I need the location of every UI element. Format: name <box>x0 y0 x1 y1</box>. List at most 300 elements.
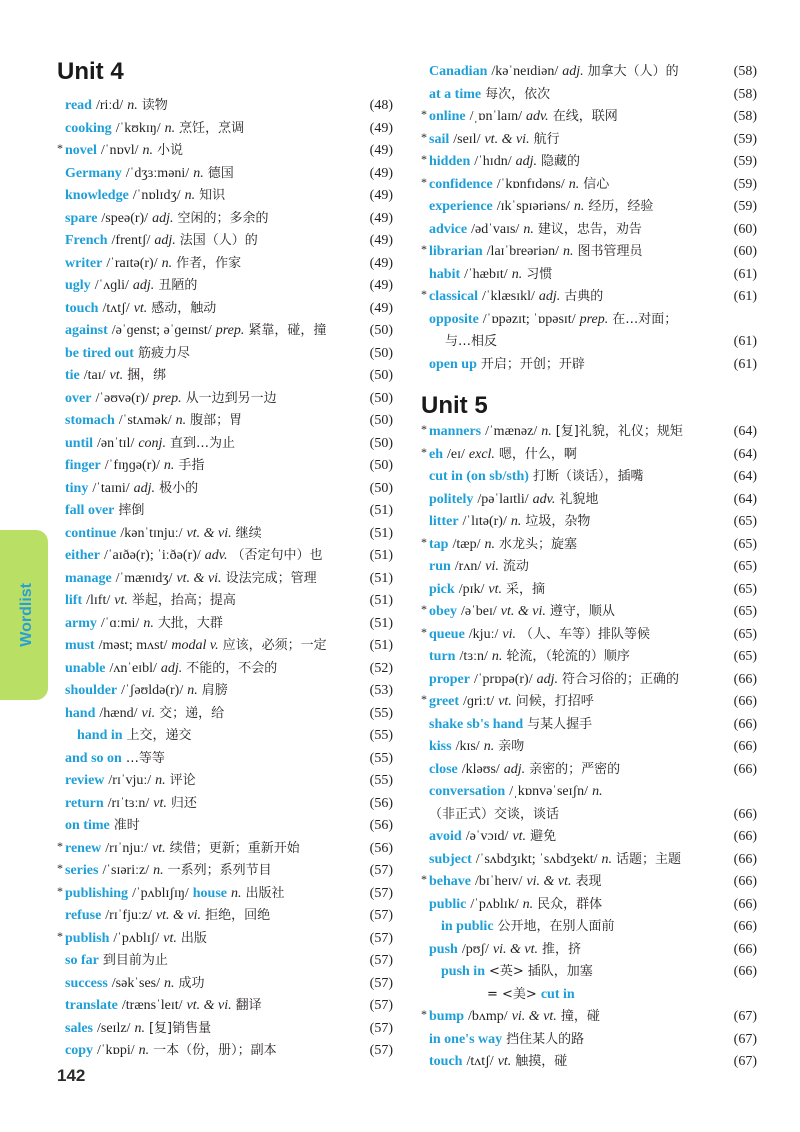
page-reference: (48) <box>369 98 393 113</box>
page-reference: (49) <box>369 165 393 181</box>
meaning: 到目前为止 <box>102 953 168 968</box>
new-word-marker: * <box>421 624 427 639</box>
entry-text <box>65 860 272 883</box>
page-reference: (57) <box>369 953 393 968</box>
entry-text <box>429 1029 584 1052</box>
page-reference: (65) <box>733 604 757 619</box>
headword: cooking <box>65 120 112 136</box>
phonetic: /tɜːn/ <box>459 649 488 664</box>
phonetic: /rʌn/ <box>454 559 482 574</box>
unit-4-word-list-continued <box>421 61 757 376</box>
headword: translate <box>65 998 118 1013</box>
part-of-speech: adj. <box>515 154 537 169</box>
word-entry <box>421 61 757 84</box>
page-reference: (57) <box>369 908 393 923</box>
entry-text <box>65 1040 277 1063</box>
word-entry <box>57 973 393 996</box>
entry-text <box>65 680 228 703</box>
page-reference: (59) <box>733 199 757 214</box>
meaning: 避免 <box>530 829 557 844</box>
page-reference: (55) <box>369 773 393 788</box>
page-reference: (51) <box>369 593 393 608</box>
phonetic: /ˈkɒnfɪdəns/ <box>496 176 565 192</box>
headword: touch <box>429 1054 463 1069</box>
entry-text <box>429 174 609 197</box>
word-entry <box>421 444 757 467</box>
phonetic: /rɪˈfjuːz/ <box>105 908 152 923</box>
page-reference: (49) <box>369 143 393 158</box>
part-of-speech: prep. <box>579 311 609 327</box>
phonetic: /laɪˈbreəriən/ <box>486 244 559 259</box>
word-entry <box>57 815 393 838</box>
page-reference: (57) <box>369 1020 393 1036</box>
headword: pick <box>429 581 455 597</box>
headword: against <box>65 323 108 338</box>
page-reference: (65) <box>733 536 757 552</box>
part-of-speech: vt. <box>152 840 166 856</box>
meaning: 民众，群体 <box>537 896 603 912</box>
word-entry <box>421 1006 757 1029</box>
page-reference: (65) <box>733 626 757 642</box>
phonetic: /eɪ/ <box>447 446 465 462</box>
word-entry <box>57 253 393 276</box>
entry-text <box>429 736 524 759</box>
headword: success <box>65 975 108 991</box>
part-of-speech: vt. & vi. <box>484 131 530 147</box>
entry-text <box>429 1051 567 1074</box>
meaning: 触摸，碰 <box>515 1054 568 1069</box>
phonetic: /ˈdʒɜːməni/ <box>125 165 190 181</box>
phonetic: /ˈfɪŋɡə(r)/ <box>104 458 160 473</box>
meaning: 准时 <box>113 818 140 833</box>
entry-text <box>429 354 585 377</box>
phonetic: /əˈbeɪ/ <box>461 604 497 619</box>
word-entry <box>57 590 393 613</box>
word-entry <box>421 916 757 939</box>
new-word-marker: * <box>421 444 427 459</box>
page-reference: (53) <box>369 683 393 698</box>
page-reference: (55) <box>369 728 393 743</box>
entry-text <box>429 849 681 872</box>
meaning: 水龙头；旋塞 <box>498 536 577 552</box>
headword: proper <box>429 671 470 687</box>
meaning: 翻译 <box>235 998 262 1013</box>
part-of-speech: n. <box>143 615 154 631</box>
page-reference: (51) <box>369 525 393 541</box>
headword: eh <box>429 446 443 462</box>
page-reference: (50) <box>369 345 393 361</box>
part-of-speech: n. <box>187 683 198 698</box>
page-reference: (49) <box>369 255 393 271</box>
meaning: 举起，抬高；提高 <box>131 593 236 608</box>
part-of-speech: n. <box>155 773 166 788</box>
meaning: 插队，加塞 <box>527 964 593 979</box>
headword: turn <box>429 649 456 664</box>
phonetic: /ˈpʌblɪʃ/ <box>113 930 160 946</box>
page-reference: (65) <box>733 559 757 574</box>
page-reference: (51) <box>369 548 393 563</box>
headword: behave <box>429 874 471 889</box>
entry-text <box>65 545 322 568</box>
entry-text <box>429 106 618 129</box>
phonetic: /tʌtʃ/ <box>102 300 130 316</box>
word-entry <box>57 343 393 366</box>
phonetic: /ˈnɒlɪdʒ/ <box>132 188 181 203</box>
part-of-speech: n. <box>541 424 552 439</box>
headword: renew <box>65 840 102 856</box>
word-entry <box>421 826 757 849</box>
headword: classical <box>429 289 478 304</box>
word-entry <box>57 1040 393 1063</box>
entry-text <box>65 613 223 636</box>
meaning: 肩膀 <box>201 683 228 698</box>
unit-5-word-list <box>421 421 757 1074</box>
entry-text <box>65 208 268 231</box>
phonetic: /seɪl/ <box>453 131 481 147</box>
headword: series <box>65 863 99 878</box>
entry-text <box>429 84 550 107</box>
meaning: 古典的 <box>564 289 604 304</box>
page-reference: (66) <box>733 874 757 889</box>
new-word-marker: * <box>421 242 427 256</box>
word-entry <box>421 151 757 174</box>
entry-text <box>429 1006 600 1029</box>
meaning: 续借；更新；重新开始 <box>169 840 300 856</box>
meaning: 遵守，顺从 <box>549 604 615 619</box>
headword: litter <box>429 514 459 529</box>
page-reference: (57) <box>369 998 393 1013</box>
phonetic: /pəˈlaɪtli/ <box>477 491 529 507</box>
part-of-speech: n. <box>484 536 495 552</box>
page-reference: (57) <box>369 930 393 946</box>
part-of-speech: n. <box>127 98 138 113</box>
phonetic: /səkˈses/ <box>111 975 160 991</box>
part-of-speech: vt. <box>114 593 128 608</box>
entry-text <box>429 466 643 489</box>
headword: touch <box>65 300 99 316</box>
entry-text <box>429 939 581 962</box>
entry-text <box>65 928 207 951</box>
page-reference: (60) <box>733 221 757 237</box>
word-entry <box>421 871 757 894</box>
headword: army <box>65 615 97 631</box>
phonetic: /ɪkˈspɪəriəns/ <box>496 199 570 214</box>
part-of-speech: n. <box>138 1043 150 1058</box>
page-reference: (61) <box>733 266 757 282</box>
meaning: 成功 <box>178 975 205 991</box>
entry-text <box>65 275 197 298</box>
headword: either <box>65 548 100 563</box>
word-entry <box>57 478 393 501</box>
meaning: 大批，大群 <box>157 615 223 631</box>
new-word-marker: * <box>421 129 427 144</box>
page-reference: (65) <box>733 581 757 597</box>
entry-text <box>429 264 552 287</box>
entry-text <box>65 703 224 726</box>
word-entry <box>421 939 757 962</box>
part-of-speech: n. <box>573 199 585 214</box>
entry-text <box>65 590 236 613</box>
entry-text <box>65 95 168 118</box>
page-reference: (64) <box>733 446 757 462</box>
part-of-speech: vt. <box>498 694 512 709</box>
phonetic: /bʌmp/ <box>468 1009 508 1024</box>
part-of-speech: n. <box>483 739 495 754</box>
meaning: …等等 <box>125 750 165 766</box>
word-entry <box>57 613 393 636</box>
part-of-speech: adv. <box>526 109 549 124</box>
meaning: 空闲的；多余的 <box>177 210 269 226</box>
part-of-speech: n. <box>592 784 603 799</box>
word-entry <box>57 838 393 861</box>
page-reference: (66) <box>733 739 757 754</box>
phonetic: /ˈnɒvl/ <box>100 143 139 158</box>
word-entry <box>421 804 757 827</box>
phonetic: /riːd/ <box>95 98 124 113</box>
headword: run <box>429 559 451 574</box>
entry-text <box>429 444 577 467</box>
meaning: 继续 <box>235 525 262 541</box>
headword: ugly <box>65 278 91 293</box>
page-reference: (49) <box>369 188 393 203</box>
phonetic: /ˈstʌmək/ <box>118 413 172 428</box>
headword: opposite <box>429 311 479 327</box>
meaning: 亲吻 <box>498 739 525 754</box>
phonetic: /ˈəʊvə(r)/ <box>95 390 149 406</box>
word-entry <box>57 118 393 141</box>
part-of-speech: n. <box>511 266 523 282</box>
word-entry <box>421 286 757 309</box>
meaning: 表现 <box>575 874 602 889</box>
page-reference: (64) <box>733 469 757 484</box>
word-entry <box>421 691 757 714</box>
page-reference: (66) <box>733 829 757 844</box>
headword: open up <box>429 356 477 372</box>
unit-4-heading: Unit 4 <box>57 58 124 85</box>
phonetic: /ˈraɪtə(r)/ <box>106 255 158 271</box>
phonetic: /taɪ/ <box>83 368 106 383</box>
entry-text <box>429 511 590 534</box>
headword: obey <box>429 604 457 619</box>
entry-text <box>429 309 677 332</box>
headword: greet <box>429 694 460 709</box>
headword: subject <box>429 851 472 867</box>
phonetic: /hænd/ <box>99 705 138 721</box>
page-reference: (58) <box>733 64 757 79</box>
word-entry <box>421 601 757 624</box>
meaning: 符合习俗的；正确的 <box>561 671 679 687</box>
headword: experience <box>429 199 493 214</box>
headword: French <box>65 233 108 248</box>
headword: tiny <box>65 480 89 496</box>
page-reference: (66) <box>733 761 757 777</box>
page-reference: (56) <box>369 818 393 833</box>
page-reference: (64) <box>733 491 757 507</box>
headword: hand <box>65 705 96 721</box>
page-reference: (66) <box>733 716 757 732</box>
entry-text <box>65 230 258 253</box>
page-reference: (59) <box>733 154 757 169</box>
part-of-speech: vt. & vi. <box>186 998 232 1013</box>
page-reference: (66) <box>733 694 757 709</box>
meaning: 知识 <box>199 188 226 203</box>
entry-text <box>65 815 140 838</box>
new-word-marker: * <box>421 602 427 616</box>
phonetic: /kləʊs/ <box>461 761 500 777</box>
word-entry <box>421 736 757 759</box>
word-entry <box>421 309 757 332</box>
headword: unable <box>65 660 106 676</box>
meaning: 出版社 <box>245 885 285 901</box>
entry-text <box>65 343 190 366</box>
word-entry <box>57 860 393 883</box>
word-entry <box>421 759 757 782</box>
meaning: 习惯 <box>526 266 553 282</box>
headword: finger <box>65 458 101 473</box>
part-of-speech: vt. & vi. <box>176 570 222 586</box>
part-of-speech: vi. & vt. <box>511 1009 557 1024</box>
word-entry <box>57 635 393 658</box>
entry-text <box>65 635 327 658</box>
page-reference: (61) <box>733 356 757 372</box>
meaning: 开启；开创；开辟 <box>480 356 585 372</box>
word-entry <box>421 511 757 534</box>
entry-text <box>65 950 168 973</box>
phonetic: /ˈklæsɪkl/ <box>482 289 535 304</box>
meaning: 采，摘 <box>505 581 545 597</box>
unit-5-heading: Unit 5 <box>421 392 488 419</box>
word-entry <box>421 556 757 579</box>
word-entry <box>57 928 393 951</box>
variant-label: = <美> <box>487 986 537 1002</box>
entry-text <box>429 646 630 669</box>
word-entry <box>57 905 393 928</box>
page-reference: (49) <box>369 233 393 248</box>
usage-tag: <英> <box>488 964 524 979</box>
meaning: 在…对面； <box>612 311 678 327</box>
meaning: 直到…为止 <box>169 435 235 451</box>
part-of-speech: prep. <box>152 390 182 406</box>
part-of-speech: vi. & vt. <box>492 941 539 957</box>
page-reference: (50) <box>369 435 393 451</box>
page-reference: (56) <box>369 795 393 811</box>
headword: publishing <box>65 885 129 901</box>
word-entry <box>421 241 757 264</box>
meaning: 与…相反 <box>445 334 498 349</box>
page-reference: (51) <box>369 638 393 653</box>
phonetic: /rɪˈtɜːn/ <box>107 795 150 811</box>
part-of-speech: vi. <box>485 559 499 574</box>
page-reference: (65) <box>733 649 757 664</box>
page-reference: (67) <box>733 1031 757 1047</box>
entry-text <box>65 973 205 996</box>
new-word-marker: * <box>421 174 427 189</box>
word-entry <box>57 298 393 321</box>
entry-text <box>65 568 317 591</box>
part-of-speech: vt. <box>163 930 177 946</box>
word-entry <box>421 849 757 872</box>
meaning: [复]销售量 <box>148 1020 212 1036</box>
entry-text <box>429 489 598 512</box>
headword: politely <box>429 491 474 507</box>
word-entry <box>57 770 393 793</box>
new-word-marker: * <box>421 107 427 121</box>
page-reference: (61) <box>733 334 757 349</box>
headword: and so on <box>65 750 122 766</box>
part-of-speech: adj. <box>132 278 155 293</box>
entry-text <box>429 714 592 737</box>
entry-text <box>65 1018 211 1041</box>
page-reference: (50) <box>369 368 393 383</box>
new-word-marker: * <box>57 928 63 943</box>
meaning: 法国（人）的 <box>179 233 258 248</box>
word-entry <box>421 579 757 602</box>
part-of-speech: vt. <box>133 300 148 316</box>
page-reference: (50) <box>369 413 393 428</box>
entry-text <box>429 669 679 692</box>
meaning: 嗯，什么，啊 <box>498 446 577 462</box>
part-of-speech: n. <box>164 120 176 136</box>
headword: review <box>65 773 105 788</box>
word-entry <box>57 433 393 456</box>
phonetic: /ˈlɪtə(r)/ <box>462 514 507 529</box>
meaning: 礼貌地 <box>559 491 599 507</box>
page-reference: (49) <box>369 210 393 226</box>
word-entry <box>57 995 393 1018</box>
entry-text <box>429 556 529 579</box>
phonetic: /ənˈtɪl/ <box>97 435 135 451</box>
meaning: 不能的，不会的 <box>186 660 278 676</box>
new-word-marker: * <box>57 883 63 898</box>
part-of-speech: adv. <box>532 491 556 507</box>
headword: confidence <box>429 176 493 192</box>
headword: Canadian <box>429 64 488 79</box>
headword: online <box>429 109 466 124</box>
page-reference: (67) <box>733 1009 757 1024</box>
headword: over <box>65 390 92 406</box>
entry-text <box>429 826 556 849</box>
part-of-speech: adj. <box>562 64 584 79</box>
page-reference: (51) <box>369 615 393 631</box>
entry-text <box>429 781 603 804</box>
part-of-speech: n. <box>193 165 204 181</box>
phonetic: /ˈprɒpə(r)/ <box>473 671 533 687</box>
part-of-speech: n. <box>164 975 175 991</box>
word-entry <box>421 646 757 669</box>
headword: sail <box>429 131 450 147</box>
headword: cut in <box>540 986 575 1002</box>
word-entry <box>57 320 393 343</box>
phonetic: /ədˈvaɪs/ <box>471 221 520 237</box>
entry-text <box>65 185 225 208</box>
entry-text <box>429 241 642 264</box>
entry-text <box>429 421 683 444</box>
page-reference: (57) <box>369 975 393 991</box>
meaning: 应该，必须；一定 <box>222 638 327 653</box>
meaning: 话题；主题 <box>615 851 681 867</box>
phonetic: /pɪk/ <box>458 581 485 597</box>
word-entry <box>421 894 757 917</box>
word-entry <box>57 455 393 478</box>
headword: stomach <box>65 413 115 428</box>
phonetic: /ˈɒpəzɪt; ˈɒpəsɪt/ <box>482 311 576 327</box>
phonetic: /bɪˈheɪv/ <box>475 874 523 889</box>
page-reference: (66) <box>733 964 757 979</box>
page-reference: (50) <box>369 390 393 406</box>
meaning: 丑陋的 <box>158 278 198 293</box>
entry-text <box>65 500 144 523</box>
phonetic: /ˈpʌblɪʃɪŋ/ <box>132 885 189 901</box>
